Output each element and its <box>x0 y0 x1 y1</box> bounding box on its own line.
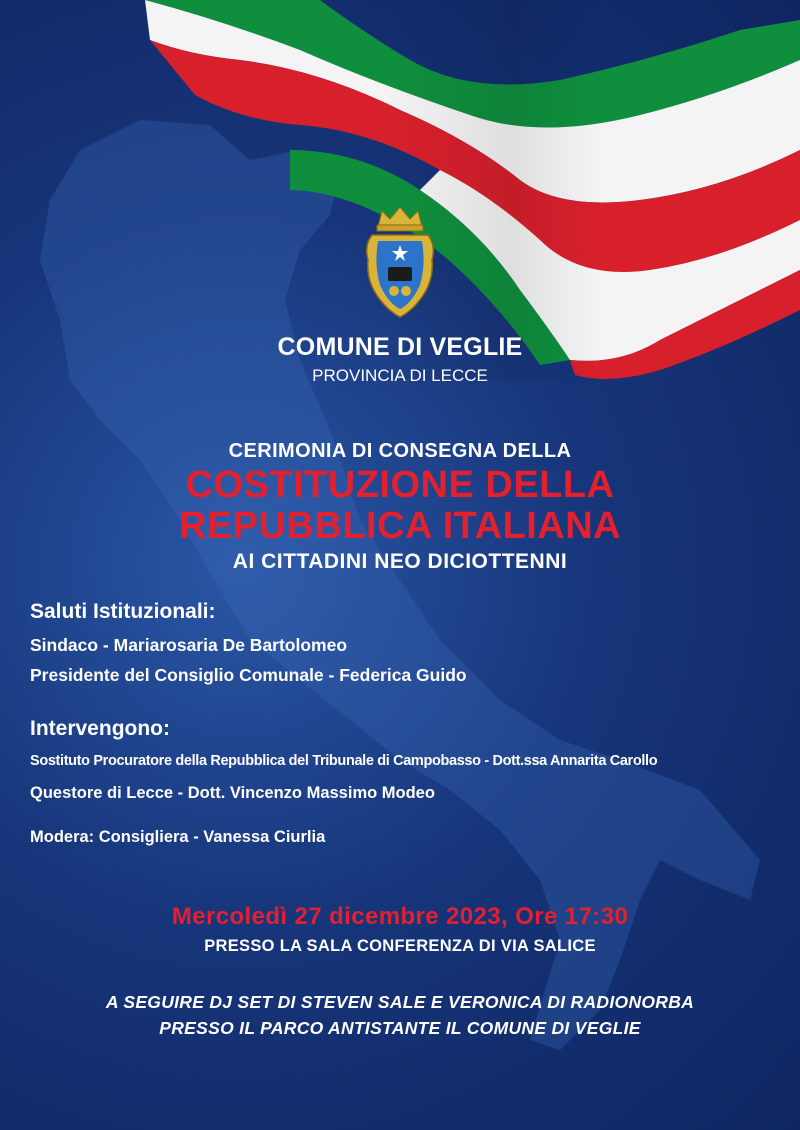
provincia-name: PROVINCIA DI LECCE <box>312 366 488 385</box>
event-date: Mercoledì 27 dicembre 2023, Ore 17:30 <box>171 903 629 930</box>
intervengono-item: Questore di Lecce - Dott. Vincenzo Massimo Modeo <box>30 784 435 802</box>
comune-name: COMUNE DI VEGLIE <box>277 333 523 361</box>
intervengono-item: Sostituto Procuratore della Repubblica del Tribunale di Campobasso - Dott.ssa Annarita Carollo <box>30 753 658 769</box>
italian-flag-ribbon <box>0 0 800 380</box>
comune-crest-icon <box>364 205 436 321</box>
after-event-line-2: PRESSO IL PARCO ANTISTANTE IL COMUNE DI VEGLIE <box>159 1018 641 1038</box>
event-title-line-2: REPUBBLICA ITALIANA <box>178 505 622 547</box>
event-intro: CERIMONIA DI CONSEGNA DELLA <box>228 440 572 462</box>
intervengono-heading: Intervengono: <box>30 717 170 740</box>
event-title-line-1: COSTITUZIONE DELLA <box>185 464 615 506</box>
saluti-heading: Saluti Istituzionali: <box>30 600 216 623</box>
saluti-item: Sindaco - Mariarosaria De Bartolomeo <box>30 635 348 655</box>
after-event-line-1: A SEGUIRE DJ SET DI STEVEN SALE E VERONICA DI RADIONORBA <box>105 992 695 1012</box>
moderator: Modera: Consigliera - Vanessa Ciurlia <box>30 828 326 846</box>
event-location: PRESSO LA SALA CONFERENZA DI VIA SALICE <box>204 937 596 955</box>
event-subtitle: AI CITTADINI NEO DICIOTTENNI <box>232 550 568 573</box>
saluti-item: Presidente del Consiglio Comunale - Federica Guido <box>30 665 467 685</box>
